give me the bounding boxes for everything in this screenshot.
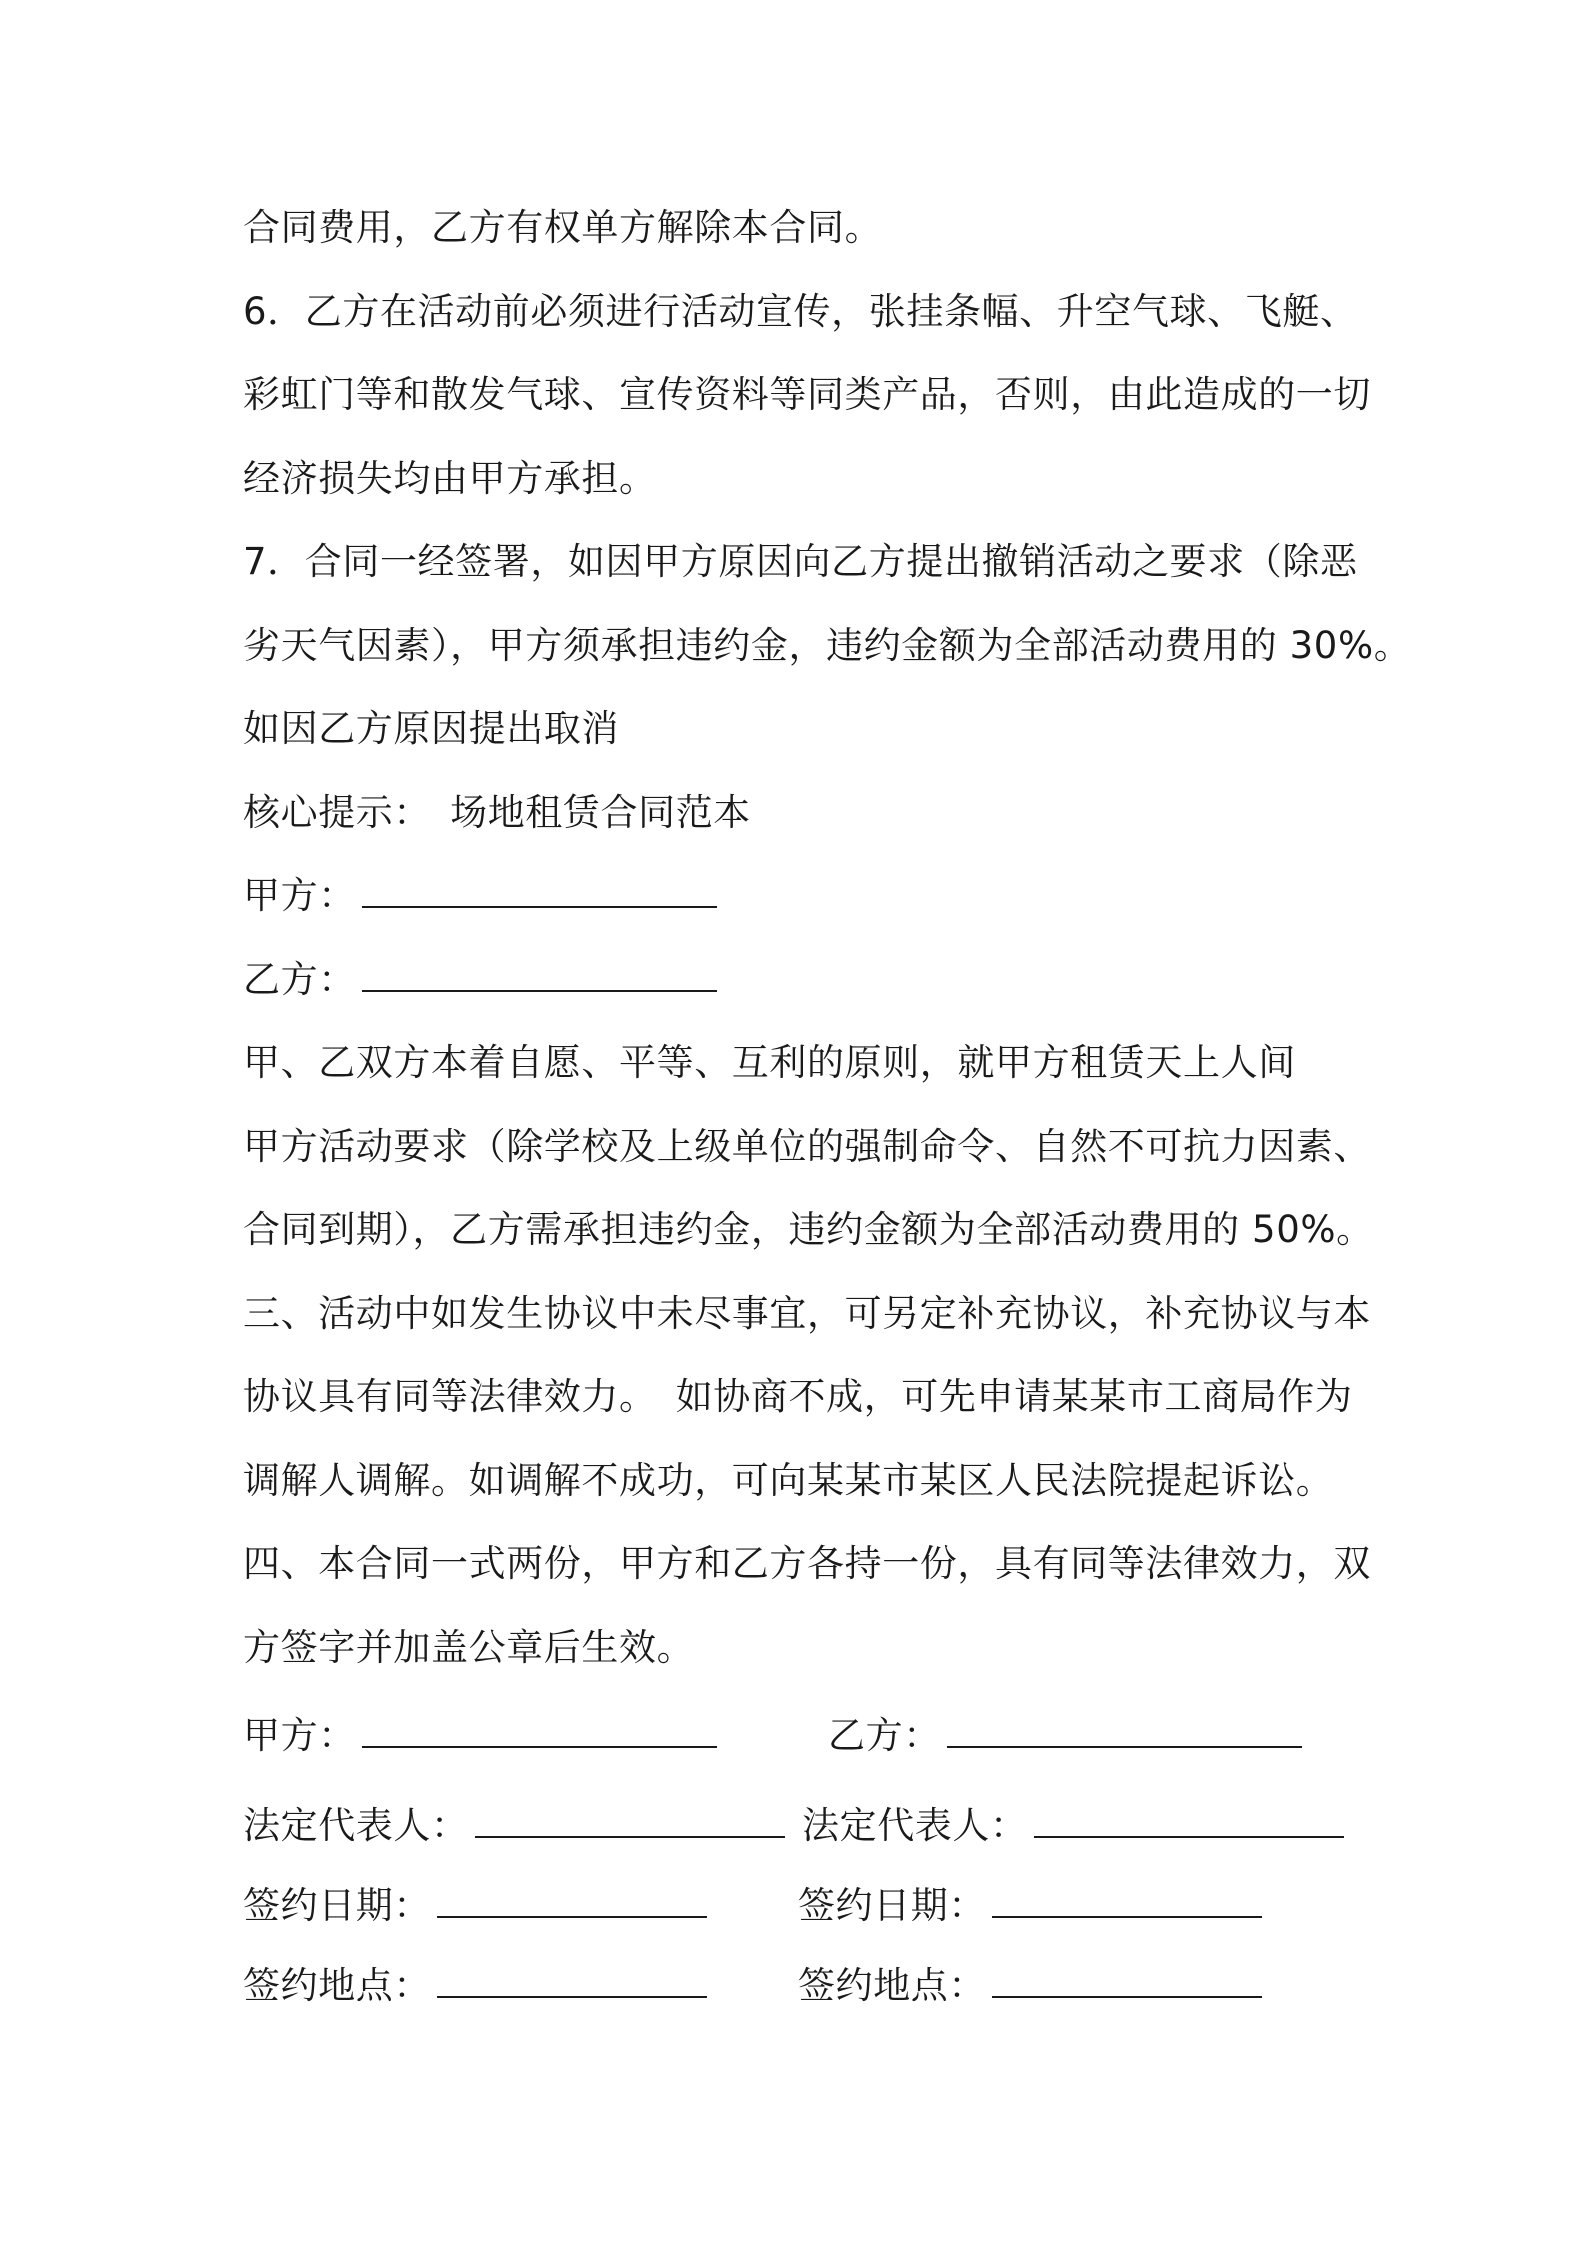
sig-right-date-label: 签约日期：: [798, 1884, 986, 1927]
sig-right-rep-label: 法定代表人：: [802, 1804, 1028, 1847]
sig-right-party: [828, 1712, 1302, 1760]
party-b-line: [243, 956, 717, 1004]
sig-left-party-blank[interactable]: [362, 1716, 717, 1748]
sig-left-date-blank[interactable]: [437, 1886, 707, 1918]
party-a-label: 甲方：: [243, 874, 356, 917]
text-line-13: 协议具有同等法律效力。 如协商不成，可先申请某某市工商局作为: [243, 1375, 1353, 1418]
sig-left-party-label: 甲方：: [243, 1714, 356, 1757]
party-a-line: [243, 872, 717, 920]
text-line-15: 四、本合同一式两份，甲方和乙方各持一份，具有同等法律效力，双: [243, 1542, 1371, 1585]
sig-right-date: [798, 1882, 1262, 1930]
party-b-label: 乙方：: [243, 958, 356, 1001]
text-line-8: 核心提示： 场地租赁合同范本: [243, 791, 751, 834]
sig-right-party-label: 乙方：: [828, 1714, 941, 1757]
party-b-blank[interactable]: [362, 960, 717, 992]
text-line-10: 甲方活动要求（除学校及上级单位的强制命令、自然不可抗力因素、: [243, 1125, 1371, 1168]
party-a-blank[interactable]: [362, 876, 717, 908]
sig-left-place-label: 签约地点：: [243, 1964, 431, 2007]
text-line-14: 调解人调解。如调解不成功，可向某某市某区人民法院提起诉讼。: [243, 1459, 1334, 1502]
sig-left-date: [243, 1882, 707, 1930]
text-line-11: 合同到期），乙方需承担违约金，违约金额为全部活动费用的 50%。: [243, 1208, 1374, 1251]
sig-right-party-blank[interactable]: [947, 1716, 1302, 1748]
text-line-3: 彩虹门等和散发气球、宣传资料等同类产品，否则，由此造成的一切: [243, 373, 1371, 416]
sig-right-place-label: 签约地点：: [798, 1964, 986, 2007]
sig-left-date-label: 签约日期：: [243, 1884, 431, 1927]
text-line-5: 7．合同一经签署，如因甲方原因向乙方提出撤销活动之要求（除恶: [243, 540, 1358, 583]
sig-right-rep-blank[interactable]: [1034, 1806, 1344, 1838]
text-line-12: 三、活动中如发生协议中未尽事宜，可另定补充协议，补充协议与本: [243, 1292, 1371, 1335]
text-line-6: 劣天气因素），甲方须承担违约金，违约金额为全部活动费用的 30%。: [243, 624, 1412, 667]
text-line-4: 经济损失均由甲方承担。: [243, 457, 657, 500]
text-line-16: 方签字并加盖公章后生效。: [243, 1626, 695, 1669]
sig-left-rep-label: 法定代表人：: [243, 1804, 469, 1847]
sig-left-rep: [243, 1802, 785, 1850]
text-line-1: 合同费用，乙方有权单方解除本合同。: [243, 206, 883, 249]
sig-left-party: [243, 1712, 717, 1760]
sig-right-place: [798, 1962, 1262, 2010]
text-line-9: 甲、乙双方本着自愿、平等、互利的原则，就甲方租赁天上人间: [243, 1041, 1296, 1084]
sig-right-date-blank[interactable]: [992, 1886, 1262, 1918]
sig-right-rep: [802, 1802, 1344, 1850]
sig-left-place-blank[interactable]: [437, 1966, 707, 1998]
text-line-2: 6．乙方在活动前必须进行活动宣传，张挂条幅、升空气球、飞艇、: [243, 290, 1358, 333]
sig-left-place: [243, 1962, 707, 2010]
sig-right-place-blank[interactable]: [992, 1966, 1262, 1998]
text-line-7: 如因乙方原因提出取消: [243, 707, 619, 750]
sig-left-rep-blank[interactable]: [475, 1806, 785, 1838]
